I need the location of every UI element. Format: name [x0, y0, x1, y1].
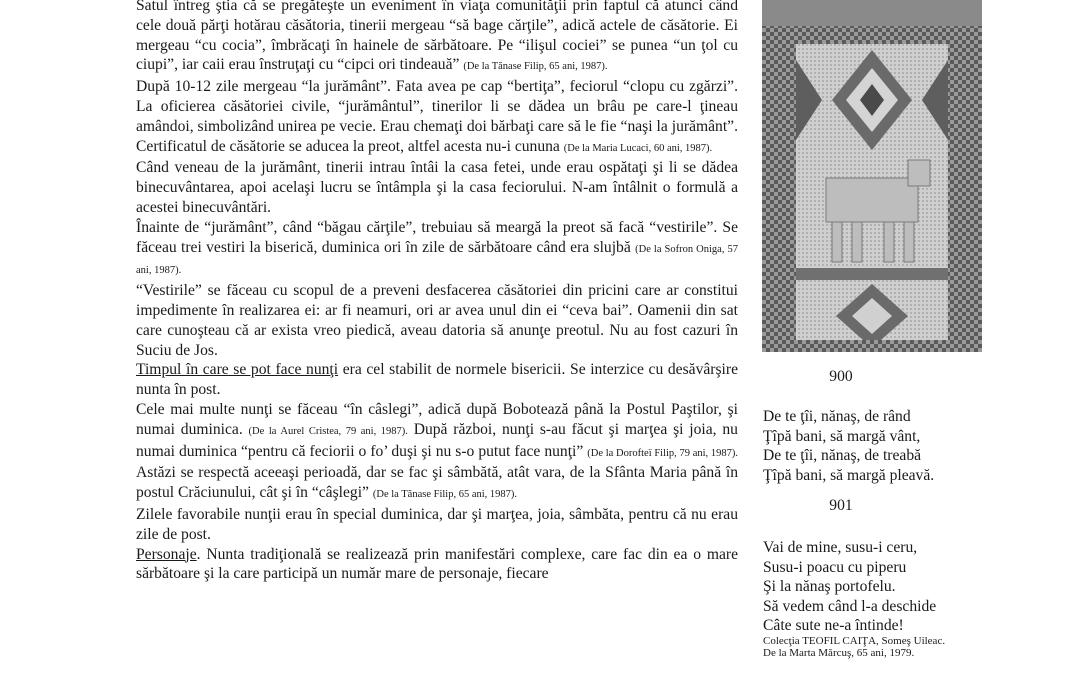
- informant-source: De la Marta Mărcuş, 65 ani, 1979.: [763, 646, 915, 659]
- collection-note: [763, 636, 1063, 659]
- paragraph: Timpul în care se pot face nunţi era cel stabilit de normele bisericii. Se interzice cu desăvârşire nunta în post.: [136, 361, 738, 399]
- paragraph: După 10-12 zile mergeau “la jurământ”. Fata avea pe cap “bertiţa”, feciorul “clopu cu zgărzi”. La oficierea căsătoriei civile, “jurământul”, tinerilor li se dădea un brâu pe care-l ţineau amândoi, simbolizând unirea pe vecie. Erau chemaţi doi bărbaţi care să le fie “naşi la jurământ”. Certificatul de căsătorie se aducea la preot, altfel acesta nu-i cununa (De la Maria Lucaci, 60 ani, 1987).: [136, 78, 738, 155]
- verse-line: Ţîpă bani, să margă vânt,: [763, 427, 921, 445]
- textile-pattern-image: [762, 0, 982, 352]
- citation: (De la Dorofteï Filip, 79 ani, 1987).: [587, 447, 738, 459]
- poem-900: [763, 407, 1063, 485]
- paragraph: Personaje. Nunta tradiţională se realizează prin manifestări complexe, care fac din ea o mare sărbătoare şi la care participă un număr mare de personaje, fiecare: [136, 545, 738, 583]
- verse-line: Susu-i poacu cu piperu: [763, 558, 907, 576]
- citation: (De la Tănase Filip, 65 ani, 1987).: [372, 489, 518, 501]
- verse-line: De te ţîi, nănaş, de rând: [763, 408, 911, 425]
- collection-credit: Colecţia TEOFIL CAIŢA, Someş Uileac.: [763, 635, 946, 647]
- main-text-column: [136, 0, 738, 584]
- verse-line: De te ţîi, nănaş, de treabă: [763, 447, 922, 465]
- paragraph: Când veneau de la jurământ, tinerii intrau întâi la casa fetei, unde erau ospătaţi şi li se dădea binecuvântarea, apoi acelaşi lucru se întâmpla şi la casa feciorului. N-am întâlnit o formulă a acestei binecuvântări.: [136, 159, 738, 216]
- citation: (De la Tănase Filip, 65 ani, 1987).: [463, 61, 608, 73]
- figure-number: 900: [829, 368, 853, 385]
- paragraph: Satul întreg ştia că se pregăteşte un eveniment în viaţa comunităţii prin faptul că atunci când cele două părţi hotărau căsătoria, tinerii mergeau “să bage cărţile”, adică actele de căsătorie. Ei mergeau “cu cocia”, îmbrăcaţi în hainele de sărbătoare. Pe “ilişul cociei” se punea “un ţol cu ciupi”, iar caii erau înstruţaţi cu “cipci ori tindeauă” (De la Tănase Filip, 65 ani, 1987).: [136, 0, 738, 74]
- verse-line: Ţîpă bani, să margă pleavă.: [763, 466, 935, 484]
- verse-line: Şi la nănaş portofelu.: [763, 578, 896, 596]
- paragraph: Cele mai multe nunţi se făceau “în câslegi”, adică după Bobotează până la Postul Paştilor, şi numai duminica. (De la Aurel Cristea, 79 ani, 1987). După război, nunţi s-au făcut şi marţea şi joia, nu numai duminica “pentru că feciorii o fo’ duşi şi nu s-o putut face nunţi” (De la Dorofteï Filip, 79 ani, 1987). Astăzi se respectă aceeaşi perioadă, dar se fac şi sâmbătă, atât vara, de la Sfânta Maria până în postul Crăciunului, cât şi în “câşlegi” (De la Tănase Filip, 65 ani, 1987).: [136, 400, 738, 502]
- poem-901: [763, 538, 1063, 636]
- verse-line: Să vedem când l-a deschide: [763, 597, 937, 615]
- verse-line: Câte sute ne-a întinde!: [763, 617, 904, 635]
- paragraph: “Vestirile” se făceau cu scopul de a preveni desfacerea căsătoriei din pricini care ar constitui impedimente în realizarea ei: ar fi neamuri, ori ar avea unul din ei “ceva bai”. Oamenii din sat care cunoşteau că ar exista vreo piedică, aveau datoria să anunţe preotul. Nu au fost cazuri în Suciu de Jos.: [136, 282, 738, 359]
- paragraph: Înainte de “jurământ”, când “băgau cărţile”, trebuiau să meargă la preot să facă “vestirile”. Se făceau trei vestiri la biserică, duminica ori în zile de sărbătoare când era slujbă (De la Sofron Oniga, 57 ani, 1987).: [136, 218, 738, 277]
- poem-number: 901: [829, 497, 853, 514]
- citation: (De la Sofron Oniga, 57 ani, 1987).: [136, 243, 738, 277]
- citation: (De la Aurel Cristea, 79 ani, 1987).: [248, 425, 408, 437]
- section-heading: Personaje: [136, 545, 197, 563]
- paragraph: Zilele favorabile nunţii erau în special duminica, dar şi marţea, joia, sâmbăta, pentru că nu erau zile de post.: [136, 505, 738, 543]
- verse-line: Vai de mine, susu-i ceru,: [763, 539, 918, 556]
- woven-textile-illustration: [762, 0, 982, 352]
- section-heading: Timpul în care se pot face nunţi: [136, 361, 339, 379]
- citation: (De la Maria Lucaci, 60 ani, 1987).: [563, 142, 713, 154]
